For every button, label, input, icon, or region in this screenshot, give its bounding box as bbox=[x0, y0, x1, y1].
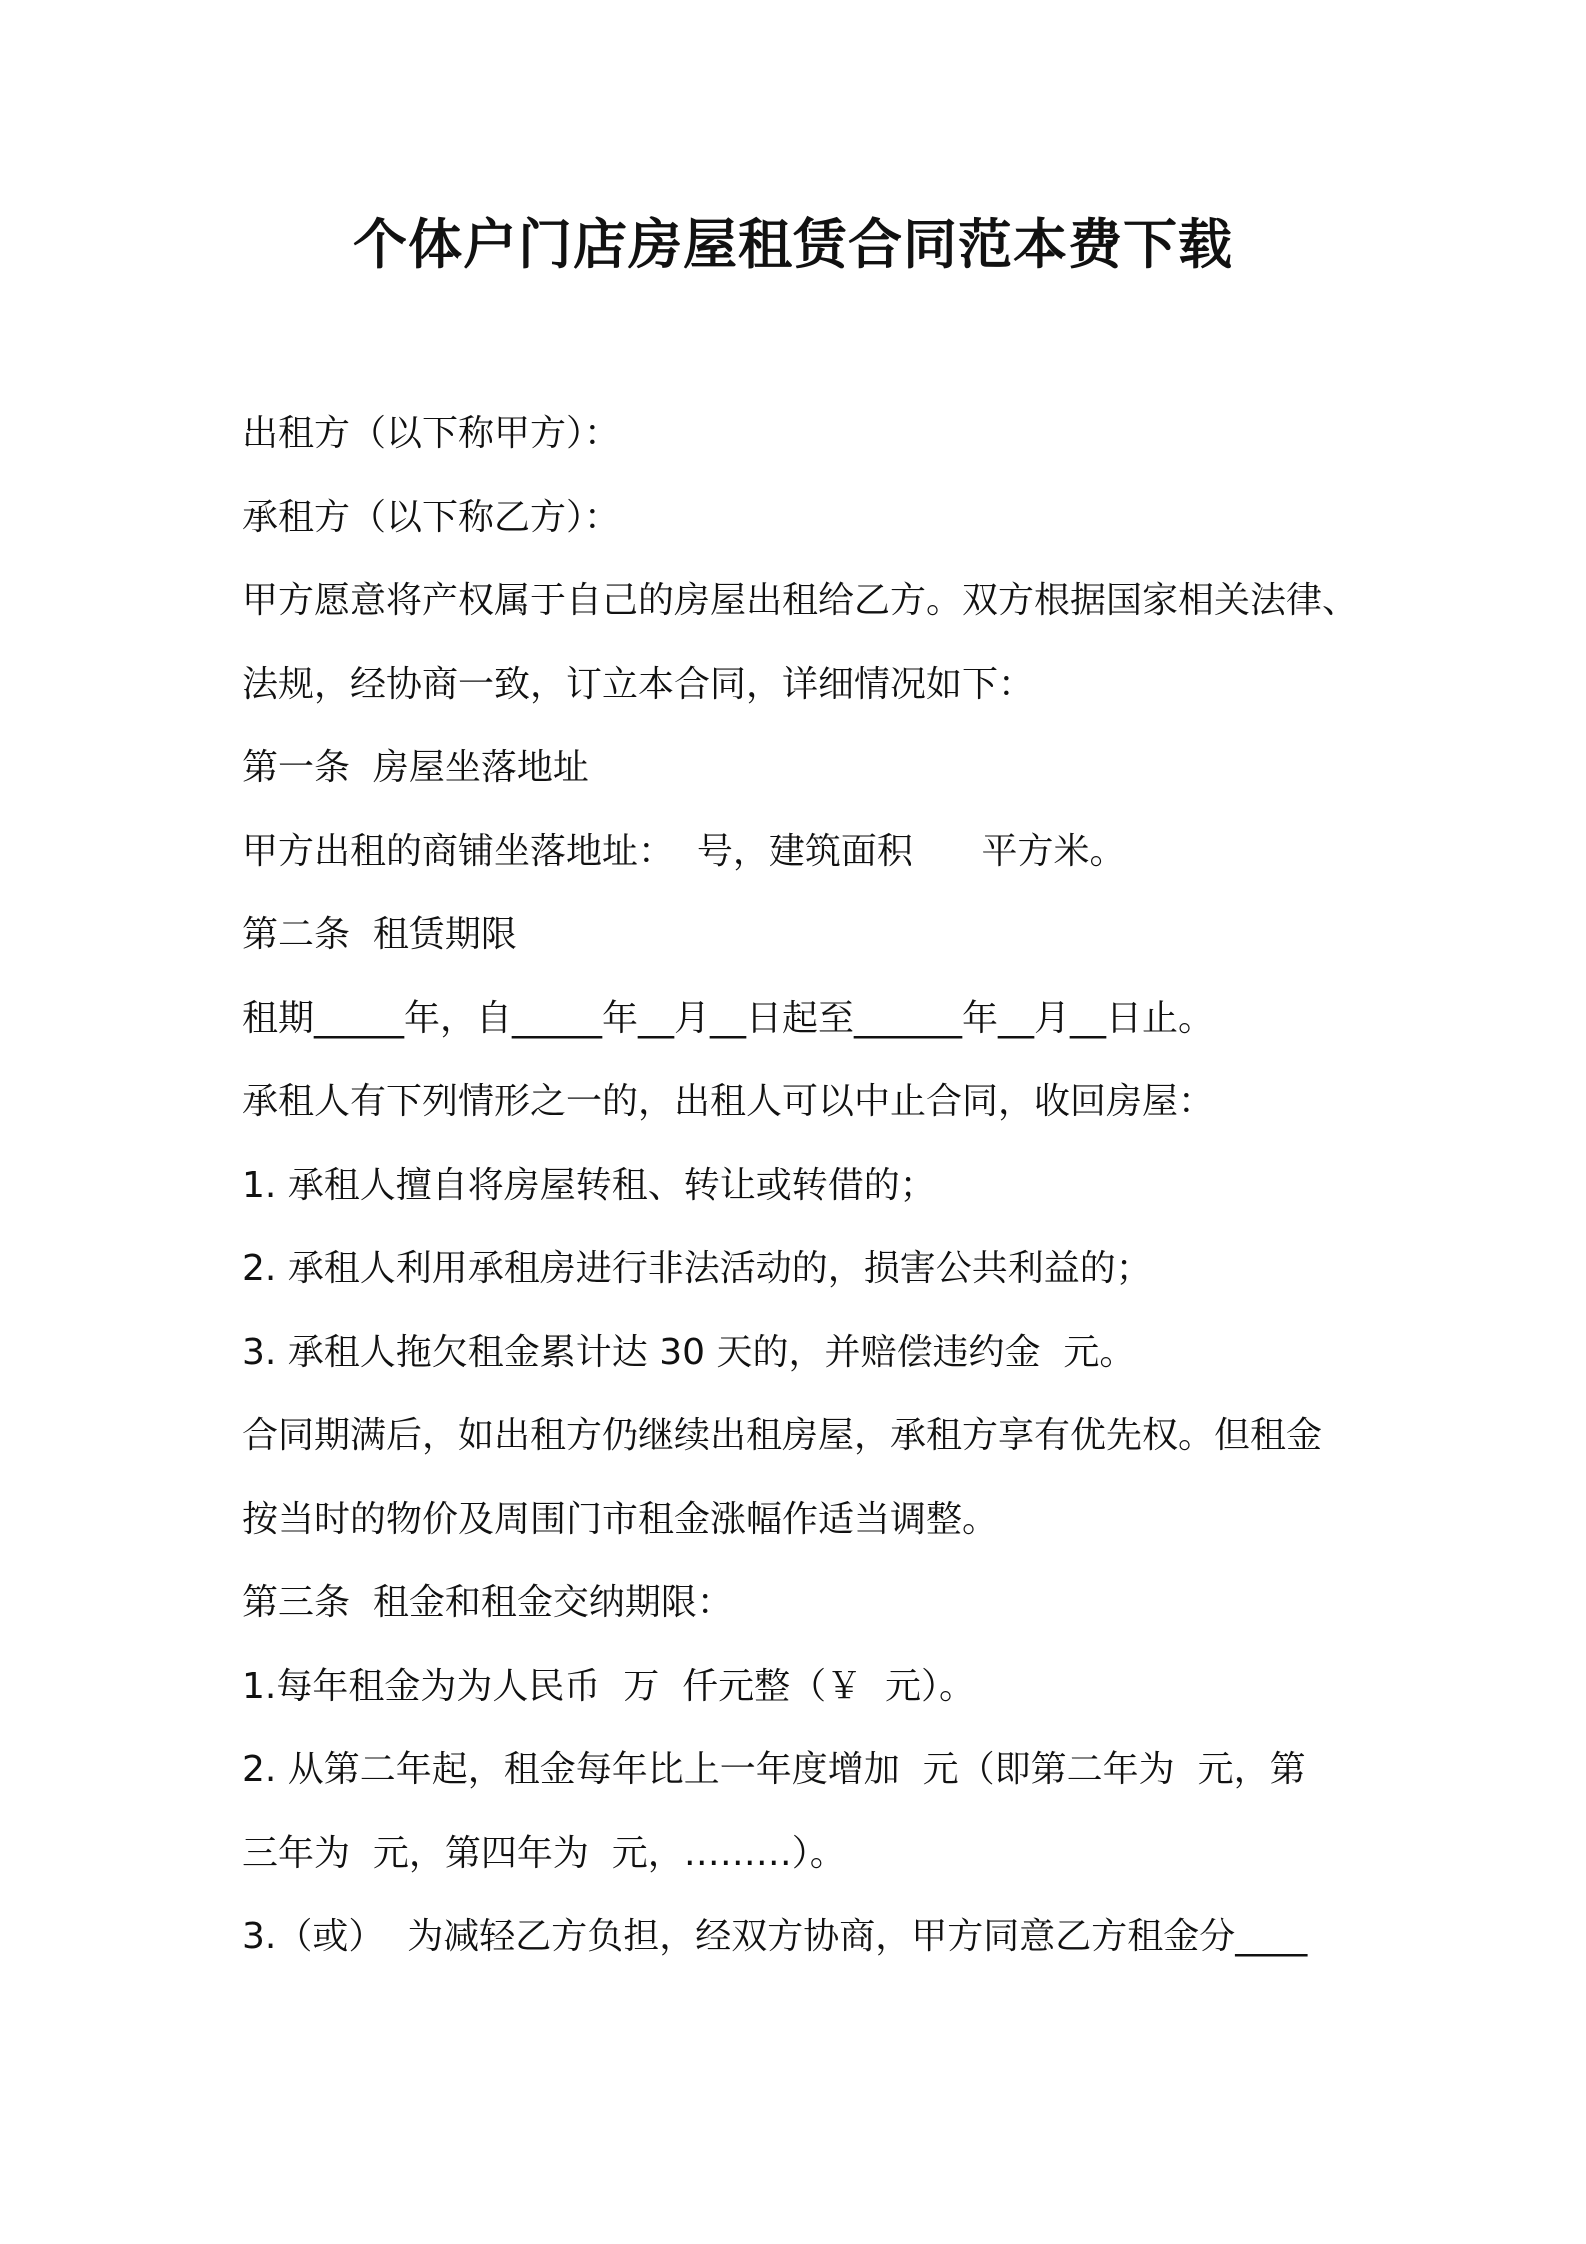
rent-item-2-cont: 三年为 元，第四年为 元，………）。 bbox=[242, 1832, 846, 1874]
list-item-3: 3. 承租人拖欠租金累计达 30 天的，并赔偿违约金 元。 bbox=[242, 1331, 1136, 1373]
text-line-intro-1: 甲方愿意将产权属于自己的房屋出租给乙方。双方根据国家相关法律、 bbox=[242, 580, 1359, 621]
article-2-heading: 第二条 租赁期限 bbox=[242, 914, 517, 955]
text-line-lessee: 承租方（以下称乙方）： bbox=[242, 496, 621, 538]
text-line-renewal-2: 按当时的物价及周围门市租金涨幅作适当调整。 bbox=[242, 1498, 999, 1540]
article-3-heading: 第三条 租金和租金交纳期限： bbox=[242, 1582, 733, 1623]
list-item-2: 2. 承租人利用承租房进行非法活动的，损害公共利益的； bbox=[242, 1248, 1152, 1289]
text-line-intro-2: 法规，经协商一致，订立本合同，详细情况如下： bbox=[242, 663, 1035, 705]
text-line-term: 租期_____年，自_____年__月__日起至______年__月__日止。 bbox=[242, 997, 1215, 1039]
article-1-heading: 第一条 房屋坐落地址 bbox=[242, 747, 589, 788]
contract-body bbox=[242, 392, 1382, 1979]
list-item-1: 1. 承租人擅自将房屋转租、转让或转借的； bbox=[242, 1164, 936, 1206]
rent-item-2: 2. 从第二年起，租金每年比上一年度增加 元（即第二年为 元，第 bbox=[242, 1749, 1306, 1790]
text-line-lessor: 出租方（以下称甲方）： bbox=[242, 413, 621, 454]
text-line-address: 甲方出租的商铺坐落地址： 号，建筑面积 平方米。 bbox=[242, 830, 1126, 872]
rent-item-1: 1.每年租金为为人民币 万 仟元整（￥ 元）。 bbox=[242, 1665, 976, 1707]
text-line-renewal-1: 合同期满后，如出租方仍继续出租房屋，承租方享有优先权。但租金 bbox=[242, 1415, 1323, 1456]
rent-item-3: 3.（或） 为减轻乙方负担，经双方协商，甲方同意乙方租金分____ bbox=[242, 1916, 1308, 1957]
text-line-termination: 承租人有下列情形之一的，出租人可以中止合同，收回房屋： bbox=[242, 1081, 1215, 1122]
document-title: 个体户门店房屋租赁合同范本费下载 bbox=[353, 213, 1233, 276]
